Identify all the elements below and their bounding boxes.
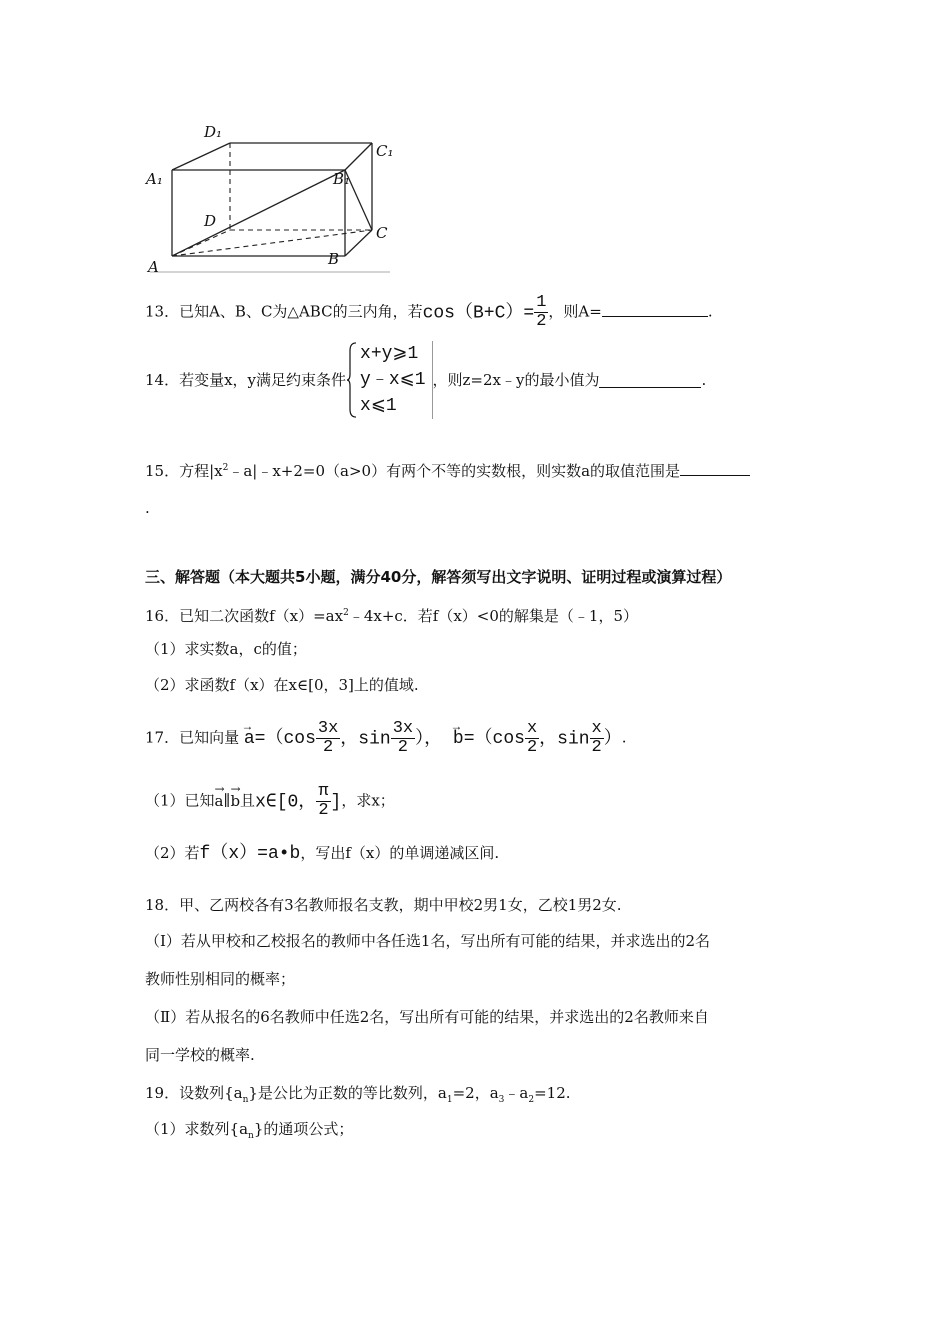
question-18-part-2-cont: 同一学校的概率. — [145, 1046, 255, 1064]
question-19-part-1: （1）求数列$\{a_n\}$的通项公式； — [145, 1120, 354, 1141]
question-18-part-2: （Ⅱ）若从报名的6名教师中任选2名，写出所有可能的结果，并求选出的2名教师来自 — [145, 1008, 709, 1026]
question-17-part-1: （1）已知→ a∥→ b且x∈[0， $\frac{\pi}{2}$ ]，求x； — [145, 783, 395, 820]
question-19: 19．设数列$\{a_n\}$是公比为正数的等比数列，$a_1=2$，$a_3﹣a_2=12$. — [145, 1084, 571, 1105]
question-16: 16．已知二次函数$f(x)=ax^2﹣4x+c$．若f（x）<0的解集是（﹣1，5） — [145, 607, 638, 625]
question-text: ，则A= — [548, 302, 602, 321]
question-15: 15．方程$|x^2﹣a|﹣x+2=0(a>0)$有两个不等的实数根，则实数a的取值范围是 — [145, 458, 750, 481]
cuboid-diagram — [140, 118, 400, 280]
label-d: D — [204, 212, 217, 230]
constraint-2: y﹣x⩽1 — [360, 370, 426, 390]
label-b: B — [328, 250, 340, 268]
question-text: ，则z=2x﹣y的最小值为 — [432, 371, 600, 389]
constraint-1: x+y⩾1 — [360, 344, 419, 364]
constraint-3: x⩽1 — [360, 396, 397, 416]
answer-dot: . — [145, 499, 150, 517]
label-a: A — [148, 258, 159, 276]
question-16-part-1: （1）求实数a，c的值； — [145, 640, 307, 658]
question-14: 14． 若变量x，y满足约束条件 x+y⩾1 y﹣x⩽1 x⩽1 ，则z=2x﹣y的最小值为 . — [145, 340, 706, 420]
question-18: 18．甲、乙两校各有3名教师报名支教，期中甲校2男1女，乙校1男2女. — [145, 896, 622, 914]
question-number: 13． — [145, 302, 180, 321]
label-a1: A₁ — [146, 170, 163, 188]
question-17: 17．已知向量 → a=（cos $\frac{3x}{2}$ ，sin $\frac{3x}{2}$ ）， → b=（cos $\frac{x}{2}$ ，sin $\frac{x}{2}$ ）. — [145, 720, 627, 757]
section-heading: 三、解答题（本大题共5小题，满分40分，解答须写出文字说明、证明过程或演算过程） — [145, 568, 732, 586]
question-17-part-2: （2）若f（x）=a•b，写出f（x）的单调递减区间. — [145, 844, 500, 864]
label-c: C — [376, 224, 388, 242]
math-expression: cos（B+C）= $\frac{1}{2}$ — [422, 293, 547, 331]
question-18-part-1: （Ⅰ）若从甲校和乙校报名的教师中各任选1名，写出所有可能的结果，并求选出的2名 — [145, 932, 711, 950]
label-b1: B₁ — [333, 170, 351, 188]
question-text: 已知A、B、C为△ABC的三内角，若 — [179, 302, 423, 321]
question-number: 15． — [145, 462, 180, 480]
question-16-part-2: （2）求函数f（x）在x∈[0，3]上的值域. — [145, 676, 419, 694]
label-c1: C₁ — [376, 142, 394, 160]
label-d1: D₁ — [204, 123, 223, 141]
question-text: 若变量x，y满足约束条件 — [179, 371, 347, 389]
question-18-part-1-cont: 教师性别相同的概率； — [145, 970, 296, 988]
question-13: 13．已知A、B、C为△ABC的三内角，若cos（B+C）= $\frac{1}{2}$ ，则A= . — [145, 293, 713, 331]
answer-blank[interactable] — [599, 373, 701, 388]
vector-a-expression: → a=（cos $\frac{3x}{2}$ ，sin $\frac{3x}{2}$ ）， → b=（cos $\frac{x}{2}$ ，sin $\frac{x}{2}$ ） — [244, 720, 622, 757]
answer-blank[interactable] — [680, 461, 750, 476]
cuboid-figure — [140, 118, 400, 280]
constraint-system — [346, 341, 433, 419]
answer-blank[interactable] — [602, 302, 708, 317]
question-number: 14． — [145, 371, 180, 389]
